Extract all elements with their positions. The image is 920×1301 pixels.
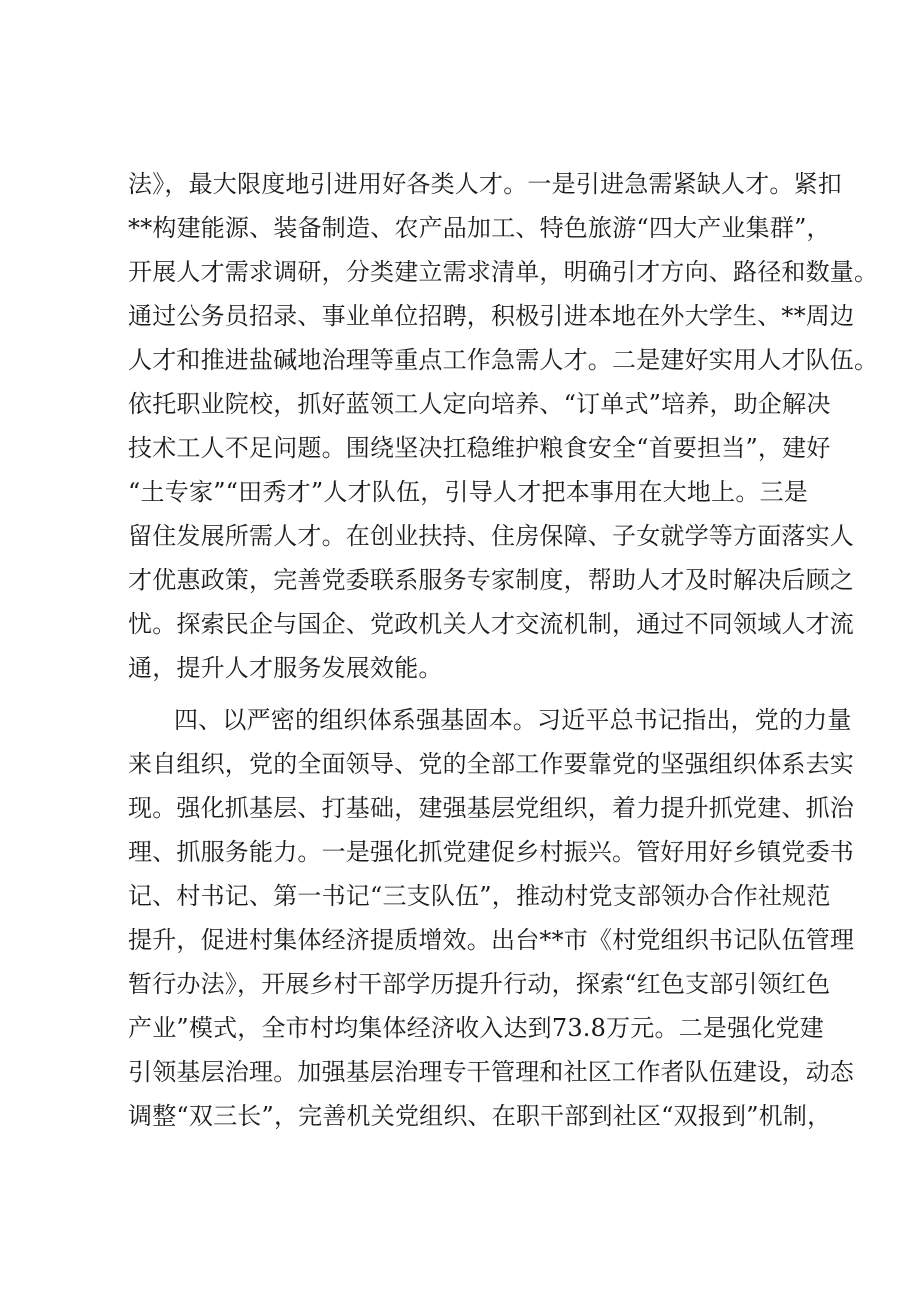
- paragraph-talent: [128, 162, 879, 690]
- text-line: 产业”模式，全市村均集体经济收入达到73.8万元。二是强化党建: [128, 1014, 824, 1042]
- text-line: 开展人才需求调研，分类建立需求清单，明确引才方向、路径和数量。: [128, 258, 879, 286]
- paragraph-organization: [128, 698, 855, 1138]
- text-line: 人才和推进盐碱地治理等重点工作急需人才。二是建好实用人才队伍。: [128, 346, 879, 374]
- text-line: 调整“双三长”，完善机关党组织、在职干部到社区“双报到”机制，: [128, 1102, 832, 1130]
- text-line: 记、村书记、第一书记“三支队伍”，推动村党支部领办合作社规范: [128, 882, 831, 910]
- text-line: “土专家”“田秀才”人才队伍，引导人才把本事用在大地上。三是: [128, 478, 808, 506]
- text-line: 通，提升人才服务发展效能。: [128, 654, 443, 682]
- text-line: 依托职业院校，抓好蓝领工人定向培养、“订单式”培养，助企解决: [128, 390, 831, 418]
- paragraph-gap: [128, 690, 808, 698]
- text-line: 技术工人不足问题。围绕坚决扛稳维护粮食安全“首要担当”，建好: [128, 434, 831, 462]
- text-line: **构建能源、装备制造、农产品加工、特色旅游“四大产业集群”，: [128, 214, 831, 242]
- document-body: [128, 162, 879, 1138]
- text-line: 引领基层治理。加强基层治理专干管理和社区工作者队伍建设，动态: [128, 1058, 854, 1086]
- text-line: 才优惠政策，完善党委联系服务专家制度，帮助人才及时解决后顾之: [128, 566, 854, 594]
- text-line: 来自组织，党的全面领导、党的全部工作要靠党的坚强组织体系去实: [128, 750, 854, 778]
- text-line: 理、抓服务能力。一是强化抓党建促乡村振兴。管好用好乡镇党委书: [128, 838, 854, 866]
- text-line: 暂行办法》，开展乡村干部学历提升行动，探索“红色支部引领红色: [128, 970, 831, 998]
- section-heading-line: 四、以严密的组织体系强基固本。习近平总书记指出，党的力量: [174, 706, 852, 734]
- text-line: 忧。探索民企与国企、党政机关人才交流机制，通过不同领域人才流: [128, 610, 854, 638]
- text-line: 提升，促进村集体经济提质增效。出台**市《村党组织书记队伍管理: [128, 926, 855, 954]
- text-line: 现。强化抓基层、打基础，建强基层党组织，着力提升抓党建、抓治: [128, 794, 854, 822]
- text-line: 留住发展所需人才。在创业扶持、住房保障、子女就学等方面落实人: [128, 522, 854, 550]
- text-line: 通过公务员招录、事业单位招聘，积极引进本地在外大学生、**周边: [128, 302, 855, 330]
- text-line: 法》，最大限度地引进用好各类人才。一是引进急需紧缺人才。紧扣: [128, 170, 842, 198]
